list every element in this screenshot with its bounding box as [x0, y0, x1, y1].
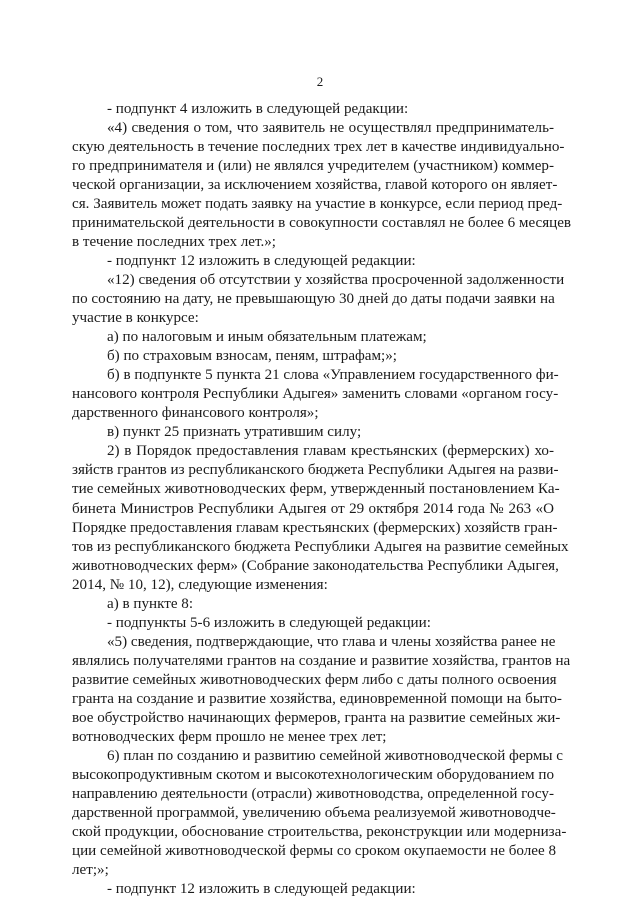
paragraph-line: по состоянию на дату, не превышающую 30 дней до даты подачи заявки на: [72, 291, 555, 307]
paragraph-line: ческой организации, за исключением хозяйства, главой которого он являет-: [72, 177, 558, 193]
page-number: 2: [316, 74, 324, 89]
paragraph-line: в течение последних трех лет.»;: [72, 234, 276, 250]
paragraph-line: нансового контроля Республики Адыгея» заменить словами «органом госу-: [72, 386, 559, 402]
paragraph-line: ся. Заявитель может подать заявку на участие в конкурсе, если период пред-: [72, 196, 563, 212]
paragraph-line: вое обустройство начинающих фермеров, гранта на развитие семейных жи-: [72, 710, 561, 726]
paragraph-line: ской продукции, обоснование строительства, реконструкции или модерниза-: [72, 824, 567, 840]
paragraph-line: развитие семейных животноводческих ферм либо с даты полного освоения: [72, 672, 557, 688]
paragraph-line: в) пункт 25 признать утратившим силу;: [107, 424, 362, 440]
paragraph-line: направлению деятельности (отрасли) животноводства, определенной госу-: [72, 786, 554, 802]
paragraph-line: являлись получателями грантов на создание и развитие хозяйства, грантов на: [72, 653, 571, 669]
paragraph-line: бинета Министров Республики Адыгея от 29 октября 2014 года № 263 «О: [72, 501, 554, 517]
paragraph-line: ции семейной животноводческой фермы со сроком окупаемости не более 8: [72, 843, 557, 859]
paragraph-line: «4) сведения о том, что заявитель не осуществлял предприниматель-: [107, 120, 554, 136]
paragraph-line: б) по страховым взносам, пеням, штрафам;»;: [107, 348, 397, 364]
paragraph-line: 2) в Порядок предоставления главам крестьянских (фермерских) хо-: [107, 443, 554, 459]
paragraph-line: высокопродуктивным скотом и высокотехнологическим оборудованием по: [72, 767, 554, 783]
paragraph-line: скую деятельность в течение последних трех лет в качестве индивидуально-: [72, 139, 565, 155]
paragraph-line: - подпункт 12 изложить в следующей редакции:: [107, 253, 416, 269]
paragraph-line: «12) сведения об отсутствии у хозяйства просроченной задолженности: [107, 272, 565, 288]
paragraph-line: тие семейных животноводческих ферм, утвержденный постановлением Ка-: [72, 481, 560, 497]
paragraph-line: животноводческих ферм» (Собрание законодательства Республики Адыгея,: [72, 558, 559, 574]
paragraph-line: дарственной программой, увеличению объема реализуемой животноводче-: [72, 805, 556, 821]
paragraph-line: - подпункты 5-6 изложить в следующей редакции:: [107, 615, 431, 631]
paragraph-line: 6) план по созданию и развитию семейной животноводческой фермы с: [107, 748, 564, 764]
paragraph-line: зяйств грантов из республиканского бюджета Республики Адыгея на разви-: [72, 462, 559, 478]
paragraph-line: - подпункт 12 изложить в следующей редакции:: [107, 881, 416, 897]
paragraph-line: 2014, № 10, 12), следующие изменения:: [72, 577, 328, 593]
paragraph-line: б) в подпункте 5 пункта 21 слова «Управлением государственного фи-: [107, 367, 559, 383]
paragraph-line: го предпринимателя и (или) не являлся учредителем (участником) коммер-: [72, 158, 554, 174]
paragraph-line: вотноводческих ферм прошло не менее трех лет;: [72, 729, 387, 745]
paragraph-line: - подпункт 4 изложить в следующей редакции:: [107, 101, 409, 117]
paragraph-line: лет;»;: [72, 862, 109, 878]
paragraph-line: принимательской деятельности в совокупности составлял не более 6 месяцев: [72, 215, 572, 231]
paragraph-line: а) по налоговым и иным обязательным платежам;: [107, 329, 427, 345]
paragraph-line: а) в пункте 8:: [107, 596, 194, 612]
paragraph-line: дарственного финансового контроля»;: [72, 405, 319, 421]
paragraph-line: тов из республиканского бюджета Республики Адыгея на развитие семейных: [72, 539, 569, 555]
paragraph-line: Порядке предоставления главам крестьянских (фермерских) хозяйств гран-: [72, 520, 558, 536]
paragraph-line: участие в конкурсе:: [72, 310, 199, 326]
paragraph-line: гранта на создание и развитие хозяйства, единовременной помощи на быто-: [72, 691, 562, 707]
paragraph-line: «5) сведения, подтверждающие, что глава и члены хозяйства ранее не: [107, 634, 556, 650]
